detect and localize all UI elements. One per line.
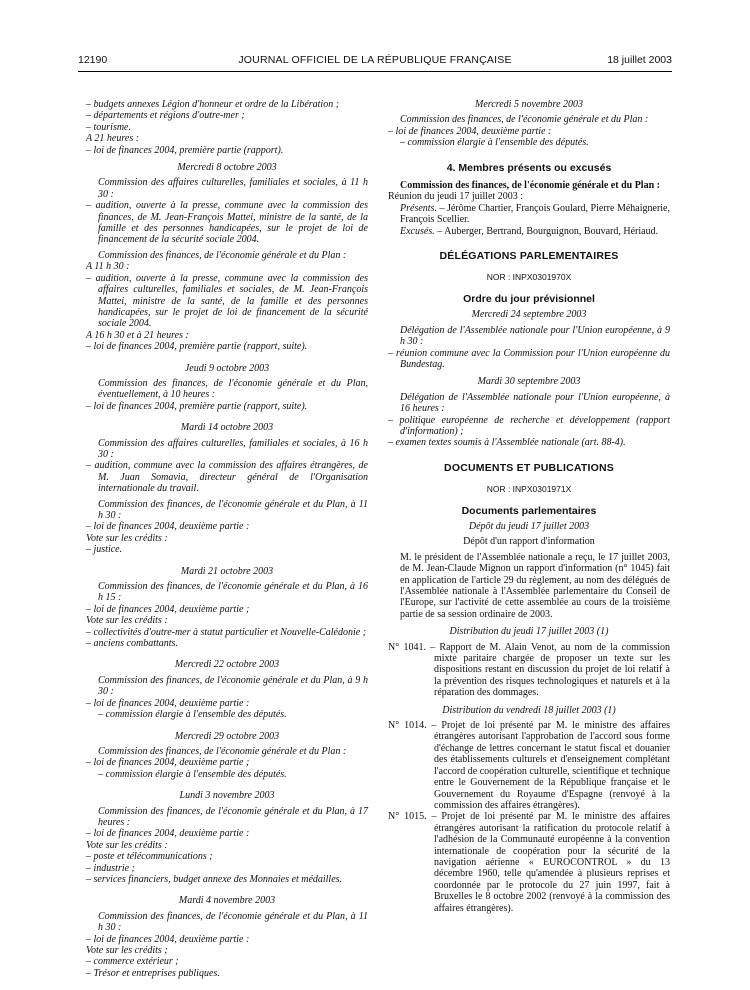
date-heading: Mercredi 8 octobre 2003 xyxy=(177,162,277,174)
list-item: – loi de finances 2004, deuxième partie : xyxy=(86,933,250,945)
commission-line: Commission des finances, de l'économie générale et du Plan : xyxy=(98,745,347,757)
distribution-date: Distribution du jeudi 17 juillet 2003 (1) xyxy=(449,626,609,638)
list-item: – commission élargie à l'ensemble des députés. xyxy=(98,768,287,780)
list-item: – loi de finances 2004, première partie (rapport, suite). xyxy=(86,341,308,353)
commission-line: Commission des finances, de l'économie générale et du Plan : xyxy=(98,249,347,261)
commission-line: Commission des finances, de l'économie générale et du Plan, à 16 h 15 : xyxy=(98,581,368,604)
list-item: – loi de finances 2004, première partie (rapport). xyxy=(86,144,284,156)
list-item: – commission élargie à l'ensemble des députés. xyxy=(98,709,287,721)
depot-title: Dépôt d'un rapport d'information xyxy=(463,536,595,548)
depot-date: Dépôt du jeudi 17 juillet 2003 xyxy=(468,520,590,532)
time-label: A 16 h 30 et à 21 heures : xyxy=(86,329,189,341)
list-item: – loi de finances 2004, deuxième partie : xyxy=(86,521,250,533)
commission-line: Commission des finances, de l'économie générale et du Plan, éventuellement, à 10 heures : xyxy=(98,377,368,401)
date-heading: Mardi 14 octobre 2003 xyxy=(180,422,274,434)
list-item: – budgets annexes Légion d'honneur et ordre de la Libération ; xyxy=(86,99,340,110)
document-entry: N° 1015. – Projet de loi présenté par M. le ministre des affaires étrangères autorisant la ratification du protocole relatif à l'adhésion de la Communauté européenne à la convention internationale de coopération pour la sécurité de la navigation aérienne « EUROCONTROL » du 13 décembre 1960, telle qu'amendée à plusieurs reprises et coordonnée par le protocole du 27 juin 1997, fait à Bruxelles le 8 octobre 2002 (renvoyé à la commission des affaires étrangères). xyxy=(388,811,670,914)
nor-reference: NOR : INPX0301970X xyxy=(486,272,572,283)
list-item: – industrie ; xyxy=(86,862,135,874)
vote-label: Vote sur les crédits : xyxy=(86,839,168,851)
list-item: – examen textes soumis à l'Assemblée nationale (art. 88-4). xyxy=(388,437,626,449)
list-item: – audition, ouverte à la presse, commune avec la commission des finances, de M. Jean-François Mattei, ministre de la santé, de la famille et des personnes handicapées, sur le projet de loi de financement de la sécurité sociale 2004. xyxy=(86,200,368,246)
commission-heading: Commission des finances, de l'économie générale et du Plan : xyxy=(400,180,660,192)
commission-line: Commission des finances, de l'économie générale et du Plan : xyxy=(400,114,649,126)
date-heading: Mercredi 24 septembre 2003 xyxy=(471,309,587,321)
vote-label: Vote sur les crédits : xyxy=(86,615,168,627)
list-item: – loi de finances 2004, deuxième partie ; xyxy=(86,757,250,769)
list-item: – poste et télécommunications ; xyxy=(86,851,213,863)
list-item: – services financiers, budget annexe des Monnaies et médailles. xyxy=(86,873,343,885)
date-heading: Mardi 21 octobre 2003 xyxy=(180,565,274,577)
list-item: – Trésor et entreprises publiques. xyxy=(86,967,220,979)
ordre-heading: Ordre du jour prévisionnel xyxy=(463,292,595,305)
excuses-label: Excusés. xyxy=(400,225,435,237)
list-item: – loi de finances 2004, deuxième partie : xyxy=(86,828,250,840)
vote-label: Vote sur les crédits ; xyxy=(86,945,168,956)
date-heading: Lundi 3 novembre 2003 xyxy=(179,790,275,802)
list-item: – commerce extérieur ; xyxy=(86,956,179,968)
right-column xyxy=(388,99,670,914)
commission-line: Commission des affaires culturelles, familiales et sociales, à 16 h 30 : xyxy=(98,437,368,460)
list-item: – loi de finances 2004, deuxième partie ; xyxy=(86,603,250,615)
journal-title: JOURNAL OFFICIEL DE LA RÉPUBLIQUE FRANÇAISE xyxy=(238,54,512,66)
date-heading: Mercredi 5 novembre 2003 xyxy=(474,99,584,110)
nor-reference: NOR : INPX0301971X xyxy=(486,484,572,495)
list-item: – anciens combattants. xyxy=(86,638,178,650)
page-header xyxy=(78,54,672,70)
document-entry: N° 1041. – Rapport de M. Alain Venot, au nom de la commission mixte paritaire chargée de proposer un texte sur les dispositions restant en discussion du projet de loi relatif à la prévention des risques technologiques et naturels et à la réparation des dommages. xyxy=(388,641,670,699)
section-heading: 4. Membres présents ou excusés xyxy=(446,161,612,174)
time-label: A 11 h 30 : xyxy=(86,261,130,273)
delegations-heading: DÉLÉGATIONS PARLEMENTAIRES xyxy=(439,250,619,263)
list-item: – réunion commune avec la Commission pour l'Union européenne du Bundestag. xyxy=(388,347,670,370)
list-item: – départements et régions d'outre-mer ; xyxy=(86,110,245,122)
date-heading: Jeudi 9 octobre 2003 xyxy=(184,362,270,374)
documents-heading: DOCUMENTS ET PUBLICATIONS xyxy=(444,461,614,474)
distribution-date: Distribution du vendredi 18 juillet 2003 (1) xyxy=(442,704,616,716)
delegation-line: Délégation de l'Assemblée nationale pour l'Union européenne, à 16 heures : xyxy=(400,391,670,415)
commission-line: Commission des finances, de l'économie générale et du Plan, à 11 h 30 : xyxy=(98,498,368,521)
documents-subheading: Documents parlementaires xyxy=(461,504,597,517)
date-heading: Mercredi 29 octobre 2003 xyxy=(174,730,280,742)
list-item: – loi de finances 2004, deuxième partie : xyxy=(388,125,552,137)
list-item: – justice. xyxy=(86,544,123,556)
list-item: – commission élargie à l'ensemble des députés. xyxy=(400,137,589,149)
excuses-names: – Auberger, Bertrand, Bourguignon, Bouvard, Hériaud. xyxy=(434,225,659,237)
commission-line: Commission des affaires culturelles, familiales et sociales, à 11 h 30 : xyxy=(98,177,368,200)
document-entry: N° 1014. – Projet de loi présenté par M. le ministre des affaires étrangères autorisant l'approbation de l'accord sous forme d'échange de lettres concernant le statut fiscal et douanier des établissements culturels et d'enseignement complétant l'accord de coopération culturelle, scientifique et technique entre le Gouvernement de la République française et le Gouvernement du Royaume d'Espagne (renvoyé à la commission des affaires étrangères). xyxy=(388,720,670,811)
excuses-line xyxy=(388,226,670,237)
commission-line: Commission des finances, de l'économie générale et du Plan, à 11 h 30 : xyxy=(98,910,368,934)
header-rule xyxy=(78,71,672,72)
list-item: – loi de finances 2004, première partie (rapport, suite). xyxy=(86,400,308,412)
list-item: – collectivités d'outre-mer à statut particulier et Nouvelle-Calédonie ; xyxy=(86,626,367,638)
commission-line: Commission des finances, de l'économie générale et du Plan, à 9 h 30 : xyxy=(98,674,368,698)
presents-line xyxy=(388,203,670,226)
presents-names: – Jérôme Chartier, François Goulard, Pierre Méhaignerie, François Scellier. xyxy=(400,202,670,226)
issue-date: 18 juillet 2003 xyxy=(607,54,672,66)
page-number: 12190 xyxy=(78,54,108,66)
delegation-line: Délégation de l'Assemblée nationale pour l'Union européenne, à 9 h 30 : xyxy=(400,324,670,348)
list-item: – loi de finances 2004, deuxième partie : xyxy=(86,697,250,709)
presents-label: Présents. xyxy=(400,202,437,214)
commission-line: Commission des finances, de l'économie générale et du Plan, à 17 heures : xyxy=(98,805,368,828)
date-heading: Mercredi 22 octobre 2003 xyxy=(174,659,280,671)
reunion-line: Réunion du jeudi 17 juillet 2003 : xyxy=(388,191,523,203)
left-column xyxy=(86,99,368,979)
date-heading: Mardi 4 novembre 2003 xyxy=(178,895,276,907)
list-item: – audition, ouverte à la presse, commune avec la commission des affaires culturelles, familiales et sociales, de M. Jean-François Mattei, ministre de la santé, de la famille et des personnes handicapées, sur le projet de loi de financement de la sécurité sociale 2004. xyxy=(86,272,368,330)
date-heading: Mardi 30 septembre 2003 xyxy=(477,376,581,388)
list-item: – politique européenne de recherche et développement (rapport d'information) ; xyxy=(388,414,670,437)
time-label: A 21 heures : xyxy=(86,133,140,145)
depot-text: M. le président de l'Assemblée nationale a reçu, le 17 juillet 2003, de M. Jean-Claude Mignon un rapport d'information (n° 1045) fait en application de l'article 29 du règlement, au nom des délégués de l'Assemblée nationale à l'Assemblée parlementaire du Conseil de l'Europe, sur l'activité de cette assemblée au cours de la troisième partie de sa session ordinaire de 2003. xyxy=(400,551,670,620)
vote-label: Vote sur les crédits : xyxy=(86,532,168,544)
list-item: – tourisme. xyxy=(86,121,131,133)
list-item: – audition, commune avec la commission des affaires étrangères, de M. Juan Somavia, directeur général de l'Organisation internationale du travail. xyxy=(86,460,368,495)
